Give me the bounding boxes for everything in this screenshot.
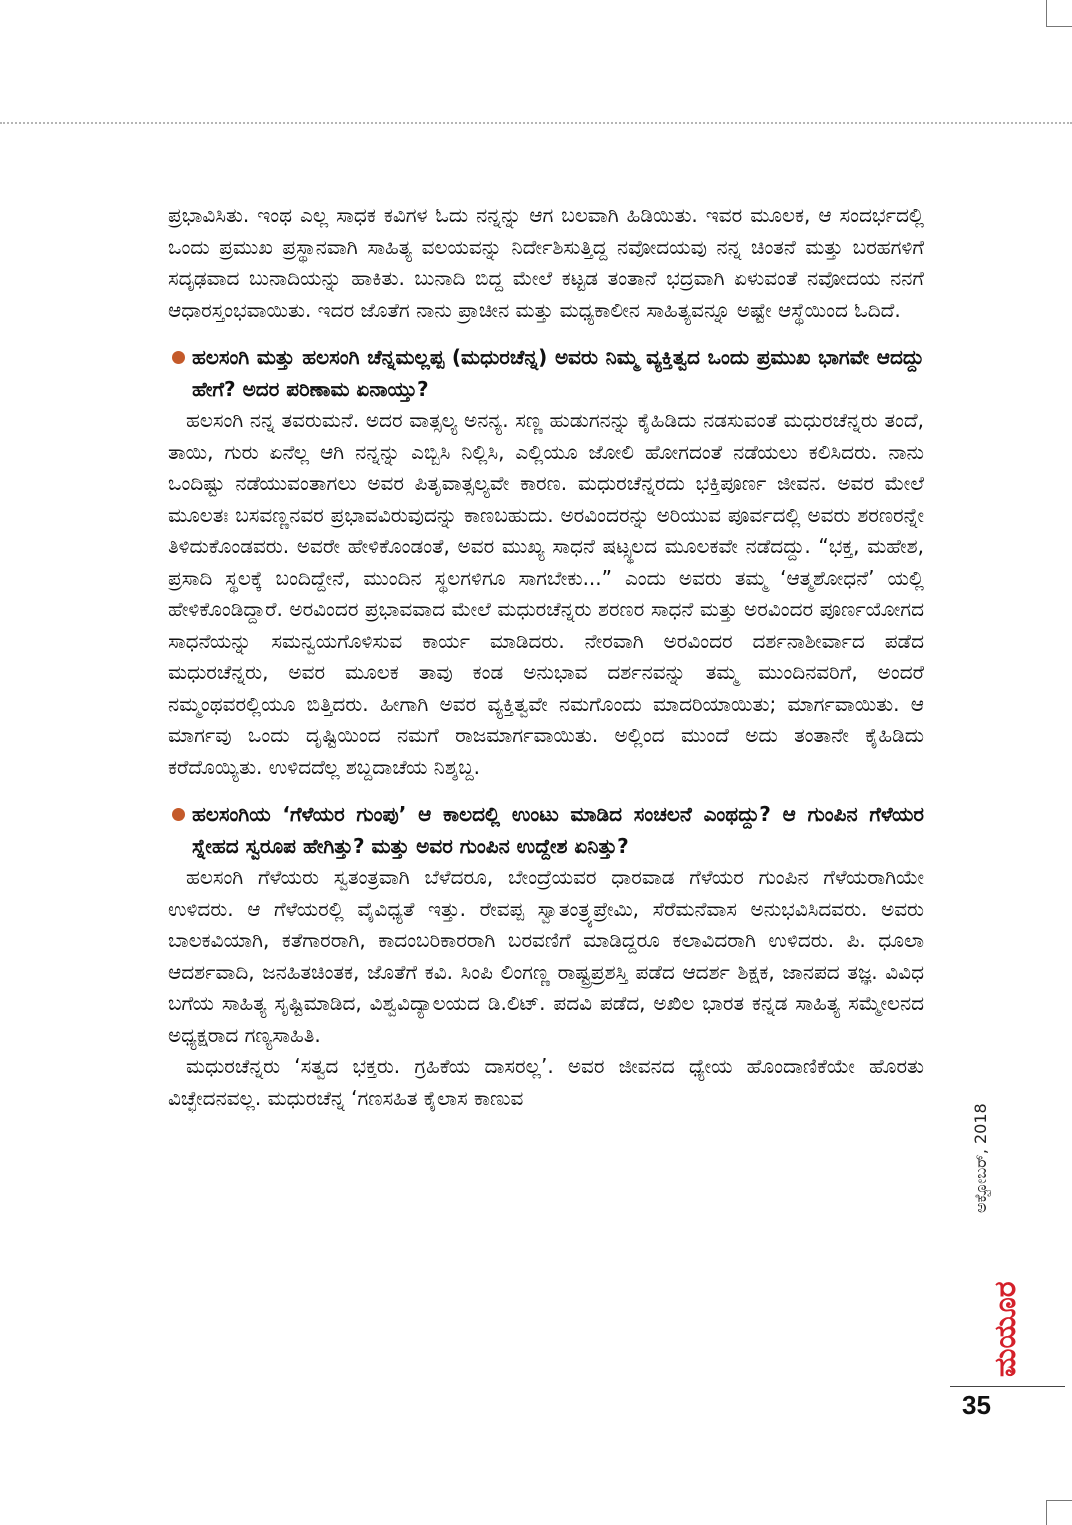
answer-madhurachenna: ಮಧುರಚೆನ್ನರು ‘ಸತ್ವದ ಭಕ್ತರು. ಗ್ರಹಿಕೆಯ ದಾಸರಲ್ಲ’. ಅವರ ಜೀವನದ ಧ್ಯೇಯ ಹೊಂದಾಣಿಕೆಯೇ ಹೊರತು ವಿಚ್ಛೇದನವಲ್ಲ. ಮಧುರಚೆನ್ನ ‘ಗಣಸಹಿತ ಕೈಲಾಸ ಕಾಣುವ xyxy=(168,1054,924,1110)
issue-date: ಅಕ್ಟೋಬರ್, 2018 xyxy=(971,1103,990,1213)
crop-mark-bottom-right-h xyxy=(1046,1500,1072,1501)
bullet-icon xyxy=(172,351,185,364)
question-text: ಹಲಸಂಗಿಯ ‘ಗೆಳೆಯರ ಗುಂಪು’ ಆ ಕಾಲದಲ್ಲಿ ಉಂಟು ಮಾಡಿದ ಸಂಚಲನೆ ಎಂಥದ್ದು? ಆ ಗುಂಪಿನ ಗೆಳೆಯರ ಸ್ನೇಹದ ಸ್ವರೂಪ ಹೇಗಿತ್ತು? ಮತ್ತು ಅವರ ಗುಂಪಿನ ಉದ್ದೇಶ ಏನಿತ್ತು? xyxy=(192,802,924,858)
question-text: ಹಲಸಂಗಿ ಮತ್ತು ಹಲಸಂಗಿ ಚೆನ್ನಮಲ್ಲಪ್ಪ (ಮಧುರಚೆನ್ನ) ಅವರು ನಿಮ್ಮ ವ್ಯಕ್ತಿತ್ವದ ಒಂದು ಪ್ರಮುಖ ಭಾಗವೇ ಆದದ್ದು ಹೇಗೆ? ಅದರ ಪರಿಣಾಮ ಏನಾಯ್ತು? xyxy=(192,345,924,401)
bullet-icon xyxy=(172,808,185,821)
dotted-divider xyxy=(0,122,1072,124)
magazine-logo: ಮಯೂರ xyxy=(988,1281,1023,1377)
crop-mark-top-right xyxy=(1046,0,1047,26)
answer-halasangi: ಹಲಸಂಗಿ ನನ್ನ ತವರುಮನೆ. ಅದರ ವಾತ್ಸಲ್ಯ ಅನನ್ಯ. ಸಣ್ಣ ಹುಡುಗನನ್ನು ಕೈಹಿಡಿದು ನಡಸುವಂತೆ ಮಧುರಚೆನ್ನರು ತಂದೆ, ತಾಯಿ, ಗುರು ಏನೆಲ್ಲ ಆಗಿ ನನ್ನನ್ನು ಎಬ್ಬಿಸಿ ನಿಲ್ಲಿಸಿ, ಎಲ್ಲಿಯೂ ಜೋಲಿ ಹೋಗದಂತೆ ನಡೆಯಲು ಕಲಿಸಿದರು. ನಾನು ಒಂದಿಷ್ಟು ನಡೆಯುವಂತಾಗಲು ಅವರ ಪಿತೃವಾತ್ಸಲ್ಯವೇ ಕಾರಣ. ಮಧುರಚೆನ್ನರದು ಭಕ್ತಿಪೂರ್ಣ ಜೀವನ. ಅವರ ಮೇಲೆ ಮೂಲತಃ ಬಸವಣ್ಣನವರ ಪ್ರಭಾವವಿರುವುದನ್ನು ಕಾಣಬಹುದು. ಅರವಿಂದರನ್ನು ಅರಿಯುವ ಪೂರ್ವದಲ್ಲಿ ಅವರು ಶರಣರನ್ನೇ ತಿಳಿದುಕೊಂಡವರು. ಅವರೇ ಹೇಳಿಕೊಂಡಂತೆ, ಅವರ ಮುಖ್ಯ ಸಾಧನೆ ಷಟ್ಸ್ಥಲದ ಮೂಲಕವೇ ನಡೆದದ್ದು. “ಭಕ್ತ, ಮಹೇಶ, ಪ್ರಸಾದಿ ಸ್ಥಲಕ್ಕೆ ಬಂದಿದ್ದೇನೆ, ಮುಂದಿನ ಸ್ಥಲಗಳಿಗೂ ಸಾಗಬೇಕು...” ಎಂದು ಅವರು ತಮ್ಮ ‘ಆತ್ಮಶೋಧನೆ’ ಯಲ್ಲಿ ಹೇಳಿಕೊಂಡಿದ್ದಾರೆ. ಅರವಿಂದರ ಪ್ರಭಾವವಾದ ಮೇಲೆ ಮಧುರಚೆನ್ನರು ಶರಣರ ಸಾಧನೆ ಮತ್ತು ಅರವಿಂದರ ಪೂರ್ಣಯೋಗದ ಸಾಧನೆಯನ್ನು ಸಮನ್ವಯಗೊಳಿಸುವ ಕಾರ್ಯ ಮಾಡಿದರು. ನೇರವಾಗಿ ಅರವಿಂದರ ದರ್ಶನಾಶೀರ್ವಾದ ಪಡೆದ ಮಧುರಚೆನ್ನರು, ಅವರ ಮೂಲಕ ತಾವು ಕಂಡ ಅನುಭಾವ ದರ್ಶನವನ್ನು ತಮ್ಮ ಮುಂದಿನವರಿಗೆ, ಅಂದರೆ ನಮ್ಮಂಥವರಲ್ಲಿಯೂ ಬಿತ್ತಿದರು. ಹೀಗಾಗಿ ಅವರ ವ್ಯಕ್ತಿತ್ವವೇ ನಮಗೊಂದು ಮಾದರಿಯಾಯಿತು; ಮಾರ್ಗವಾಯಿತು. ಆ ಮಾರ್ಗವು ಒಂದು ದೃಷ್ಟಿಯಿಂದ ನಮಗೆ ರಾಜಮಾರ್ಗವಾಯಿತು. ಅಲ್ಲಿಂದ ಮುಂದೆ ಅದು ತಂತಾನೇ ಕೈಹಿಡಿದು ಕರೆದೊಯ್ಯಿತು. ಉಳಿದದೆಲ್ಲ ಶಬ್ದದಾಚೆಯ ನಿಶ್ಶಬ್ದ. xyxy=(168,408,924,779)
answer-friends-group: ಹಲಸಂಗಿ ಗೆಳೆಯರು ಸ್ವತಂತ್ರವಾಗಿ ಬೆಳೆದರೂ, ಬೇಂದ್ರೆಯವರ ಧಾರವಾಡ ಗೆಳೆಯರ ಗುಂಪಿನ ಗೆಳೆಯರಾಗಿಯೇ ಉಳಿದರು. ಆ ಗೆಳೆಯರಲ್ಲಿ ವೈವಿಧ್ಯತೆ ಇತ್ತು. ರೇವಪ್ಪ ಸ್ವಾತಂತ್ರ್ಯಪ್ರೇಮಿ, ಸೆರೆಮನೆವಾಸ ಅನುಭವಿಸಿದವರು. ಅವರು ಬಾಲಕವಿಯಾಗಿ, ಕತೆಗಾರರಾಗಿ, ಕಾದಂಬರಿಕಾರರಾಗಿ ಬರವಣಿಗೆ ಮಾಡಿದ್ದರೂ ಕಲಾವಿದರಾಗಿ ಉಳಿದರು. ಪಿ. ಧೂಲಾ ಆದರ್ಶವಾದಿ, ಜನಹಿತಚಿಂತಕ, ಜೊತೆಗೆ ಕವಿ. ಸಿಂಪಿ ಲಿಂಗಣ್ಣ ರಾಷ್ಟ್ರಪ್ರಶಸ್ತಿ ಪಡೆದ ಆದರ್ಶ ಶಿಕ್ಷಕ, ಜಾನಪದ ತಜ್ಞ. ವಿವಿಧ ಬಗೆಯ ಸಾಹಿತ್ಯ ಸೃಷ್ಟಿಮಾಡಿದ, ವಿಶ್ವವಿದ್ಯಾಲಯದ ಡಿ.ಲಿಟ್. ಪದವಿ ಪಡೆದ, ಅಖಿಲ ಭಾರತ ಕನ್ನಡ ಸಾಹಿತ್ಯ ಸಮ್ಮೇಲನದ ಅಧ್ಯಕ್ಷರಾದ ಗಣ್ಯಸಾಹಿತಿ. xyxy=(168,865,924,1047)
paragraph-intro: ಪ್ರಭಾವಿಸಿತು. ಇಂಥ ಎಲ್ಲ ಸಾಧಕ ಕವಿಗಳ ಓದು ನನ್ನನ್ನು ಆಗ ಬಲವಾಗಿ ಹಿಡಿಯಿತು. ಇವರ ಮೂಲಕ, ಆ ಸಂದರ್ಭದಲ್ಲಿ ಒಂದು ಪ್ರಮುಖ ಪ್ರಸ್ಥಾನವಾಗಿ ಸಾಹಿತ್ಯ ವಲಯವನ್ನು ನಿರ್ದೇಶಿಸುತ್ತಿದ್ದ ನವೋದಯವು ನನ್ನ ಚಿಂತನೆ ಮತ್ತು ಬರಹಗಳಿಗೆ ಸದೃಢವಾದ ಬುನಾದಿಯನ್ನು ಹಾಕಿತು. ಬುನಾದಿ ಬಿದ್ದ ಮೇಲೆ ಕಟ್ಟಡ ತಂತಾನೆ ಭದ್ರವಾಗಿ ಏಳುವಂತೆ ನವೋದಯ ನನಗೆ ಆಧಾರಸ್ತಂಭವಾಯಿತು. ಇದರ ಜೊತೆಗ ನಾನು ಪ್ರಾಚೀನ ಮತ್ತು ಮಧ್ಯಕಾಲೀನ ಸಾಹಿತ್ಯವನ್ನೂ ಅಷ್ಟೇ ಆಸ್ಥೆಯಿಂದ ಓದಿದೆ. xyxy=(168,203,924,322)
crop-mark-bottom-right xyxy=(1046,1500,1047,1525)
page-number: 35 xyxy=(962,1390,991,1420)
crop-mark-top-right-h xyxy=(1046,26,1072,27)
question-halasangi xyxy=(168,342,924,405)
question-friends-group xyxy=(168,799,924,862)
issue-sidebar xyxy=(968,1085,1023,1385)
article-body xyxy=(168,200,924,1114)
page-number-rule xyxy=(950,1386,1065,1387)
